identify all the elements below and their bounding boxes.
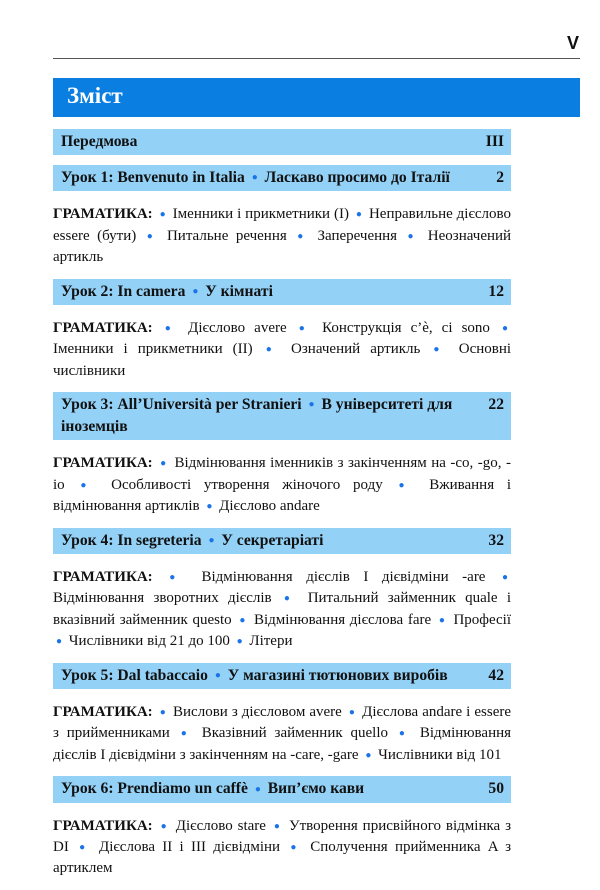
entry-title <box>61 667 448 684</box>
grammar-item: Неозначений артикль <box>53 227 512 266</box>
entry-page: III <box>485 133 504 150</box>
lesson-title-uk: У магазині тютюнових виробів <box>227 666 448 684</box>
grammar-item: Сполучення прийменника A з артиклем <box>53 839 512 877</box>
grammar-item: Вказівний займенник quello <box>201 725 388 742</box>
grammar-label: ГРАМАТИКА: <box>53 704 153 721</box>
grammar-list <box>53 816 511 880</box>
bullet-icon: ● <box>164 322 177 334</box>
toc-entry-lesson-6[interactable] <box>53 776 511 802</box>
bullet-icon: ● <box>355 209 363 221</box>
lesson-title-it: Dal tabaccaio <box>117 666 208 684</box>
bullet-icon: ● <box>501 572 509 584</box>
grammar-item: Відмінювання іменників з закінченням на -co, -go, -io <box>53 455 512 493</box>
page-number: V <box>566 33 579 53</box>
entry-page: 12 <box>488 282 504 300</box>
grammar-item: Відмінювання дієслів I дієвідміни з закінченням на -care, -gare <box>53 725 512 763</box>
grammar-item: Дієслова II і III дієвідміни <box>98 839 281 856</box>
lesson-number: Урок 4: <box>61 531 118 549</box>
table-of-contents <box>53 129 511 890</box>
entry-title: Передмова <box>61 133 138 150</box>
bullet-icon: ● <box>169 572 185 584</box>
bullet-icon: ● <box>80 479 96 491</box>
grammar-item: Питальний займенник quale і вказівний займенник questo <box>53 590 512 628</box>
bullet-icon: ● <box>348 707 356 718</box>
entry-page: 42 <box>488 666 504 684</box>
bullet-icon: ● <box>236 636 243 648</box>
bullet-icon: ● <box>159 707 166 718</box>
lesson-number: Урок 5: <box>61 666 118 684</box>
grammar-item: Професії <box>453 611 512 628</box>
entry-page: 22 <box>488 396 504 413</box>
title-bar <box>53 78 580 117</box>
grammar-item: Дієслово andare <box>219 498 320 515</box>
lesson-title-uk: Ласкаво просимо до Італії <box>264 169 450 186</box>
grammar-item: Вислови з дієсловом avere <box>173 704 342 721</box>
lesson-number: Урок 6: <box>61 780 118 798</box>
grammar-list <box>53 204 511 268</box>
bullet-icon: ● <box>308 399 315 411</box>
grammar-item: Вживання і відмінювання артиклів <box>53 476 512 515</box>
grammar-item: Числівники від 21 до 100 <box>68 633 230 650</box>
bullet-icon: ● <box>214 670 221 681</box>
bullet-icon: ● <box>254 783 261 795</box>
grammar-item: Особливості утворення жіночого роду <box>111 476 383 493</box>
bullet-icon: ● <box>265 344 279 356</box>
grammar-list <box>53 567 511 653</box>
grammar-item: Відмінювання дієслова fare <box>253 611 432 628</box>
bullet-icon: ● <box>407 230 418 242</box>
toc-entry-lesson-4[interactable] <box>53 528 511 554</box>
grammar-label: ГРАМАТИКА: <box>53 206 153 223</box>
grammar-item: Відмінювання зворотних дієслів <box>53 590 272 607</box>
lesson-title-it: All’Università per Stranieri <box>117 396 302 413</box>
entry-title <box>61 283 273 300</box>
lesson-number: Урок 1: <box>61 169 118 186</box>
bullet-icon: ● <box>398 479 414 491</box>
grammar-item: Іменники і прикметники (I) <box>172 206 349 223</box>
bullet-icon: ● <box>239 614 247 626</box>
lesson-title-uk: У секретаріаті <box>221 531 324 549</box>
grammar-item: Дієслово avere <box>188 320 287 337</box>
entry-page: 2 <box>496 169 504 186</box>
entry-title <box>61 780 364 797</box>
grammar-item: Означений артикль <box>291 341 421 358</box>
bullet-icon: ● <box>290 841 300 853</box>
grammar-item: Конструкція c’è, ci sono <box>322 320 490 337</box>
bullet-icon: ● <box>283 593 296 605</box>
lesson-number: Урок 2: <box>61 282 118 300</box>
bullet-icon: ● <box>433 344 446 356</box>
bullet-icon: ● <box>398 728 409 740</box>
grammar-item: Утворення присвійного відмінка з DI <box>53 817 512 856</box>
grammar-list <box>53 453 511 517</box>
grammar-item: Питальне речення <box>166 227 287 244</box>
bullet-icon: ● <box>192 285 199 297</box>
grammar-item: Дієслова andare і essere з прийменниками <box>53 704 512 742</box>
grammar-item: Заперечення <box>317 227 398 244</box>
bullet-icon: ● <box>365 749 372 761</box>
lesson-title-it: Prendiamo un caffè <box>117 780 248 798</box>
grammar-item: Числівники від 101 <box>378 746 502 763</box>
grammar-item: Дієслово stare <box>175 817 266 834</box>
lesson-title-uk: У кімнаті <box>205 282 273 300</box>
bullet-icon: ● <box>273 820 282 832</box>
bullet-icon: ● <box>251 172 258 184</box>
grammar-item: Основні числівники <box>53 341 512 379</box>
entry-page: 50 <box>488 780 504 798</box>
lesson-title-uk: В університеті для іноземців <box>61 396 453 436</box>
entry-page: 32 <box>488 531 504 549</box>
lesson-title-it: Benvenuto in Italia <box>117 169 245 186</box>
bullet-icon: ● <box>438 614 446 626</box>
entry-title <box>61 169 450 186</box>
toc-entry-lesson-1[interactable] <box>53 165 511 191</box>
bullet-icon: ● <box>146 230 157 242</box>
grammar-item: Відмінювання дієслів I дієвідміни -are <box>201 569 486 586</box>
lesson-title-it: In segreteria <box>117 531 202 549</box>
lesson-number: Урок 3: <box>61 396 118 413</box>
bullet-icon: ● <box>208 535 215 547</box>
bullet-icon: ● <box>160 458 167 470</box>
bullet-icon: ● <box>501 322 509 334</box>
bullet-icon: ● <box>180 728 191 740</box>
grammar-label: ГРАМАТИКА: <box>53 569 153 586</box>
grammar-label: ГРАМАТИКА: <box>53 320 153 337</box>
lesson-title-uk: Вип’ємо кави <box>267 780 365 798</box>
grammar-item: Іменники і прикметники (II) <box>53 341 253 358</box>
header-rule <box>53 58 580 59</box>
toc-entry-lesson-2[interactable] <box>53 279 511 305</box>
bullet-icon: ● <box>160 820 168 832</box>
grammar-list <box>53 318 511 382</box>
grammar-label: ГРАМАТИКА: <box>53 455 153 472</box>
toc-entry-lesson-5[interactable] <box>53 663 511 689</box>
bullet-icon: ● <box>206 501 213 513</box>
entry-title <box>61 532 323 549</box>
bullet-icon: ● <box>298 322 311 334</box>
lesson-title-it: In camera <box>117 282 186 300</box>
entry-title <box>61 396 452 435</box>
bullet-icon: ● <box>56 636 63 648</box>
toc-entry-lesson-3[interactable] <box>53 392 511 440</box>
grammar-item: Неправильне дієслово essere (бути) <box>53 206 512 244</box>
toc-entry-preface[interactable] <box>53 129 511 155</box>
grammar-list <box>53 702 511 766</box>
bullet-icon: ● <box>297 230 307 242</box>
grammar-label: ГРАМАТИКА: <box>53 817 153 834</box>
grammar-item: Літери <box>249 633 293 650</box>
page-title: Зміст <box>67 83 123 108</box>
bullet-icon: ● <box>79 841 89 853</box>
bullet-icon: ● <box>159 209 166 221</box>
